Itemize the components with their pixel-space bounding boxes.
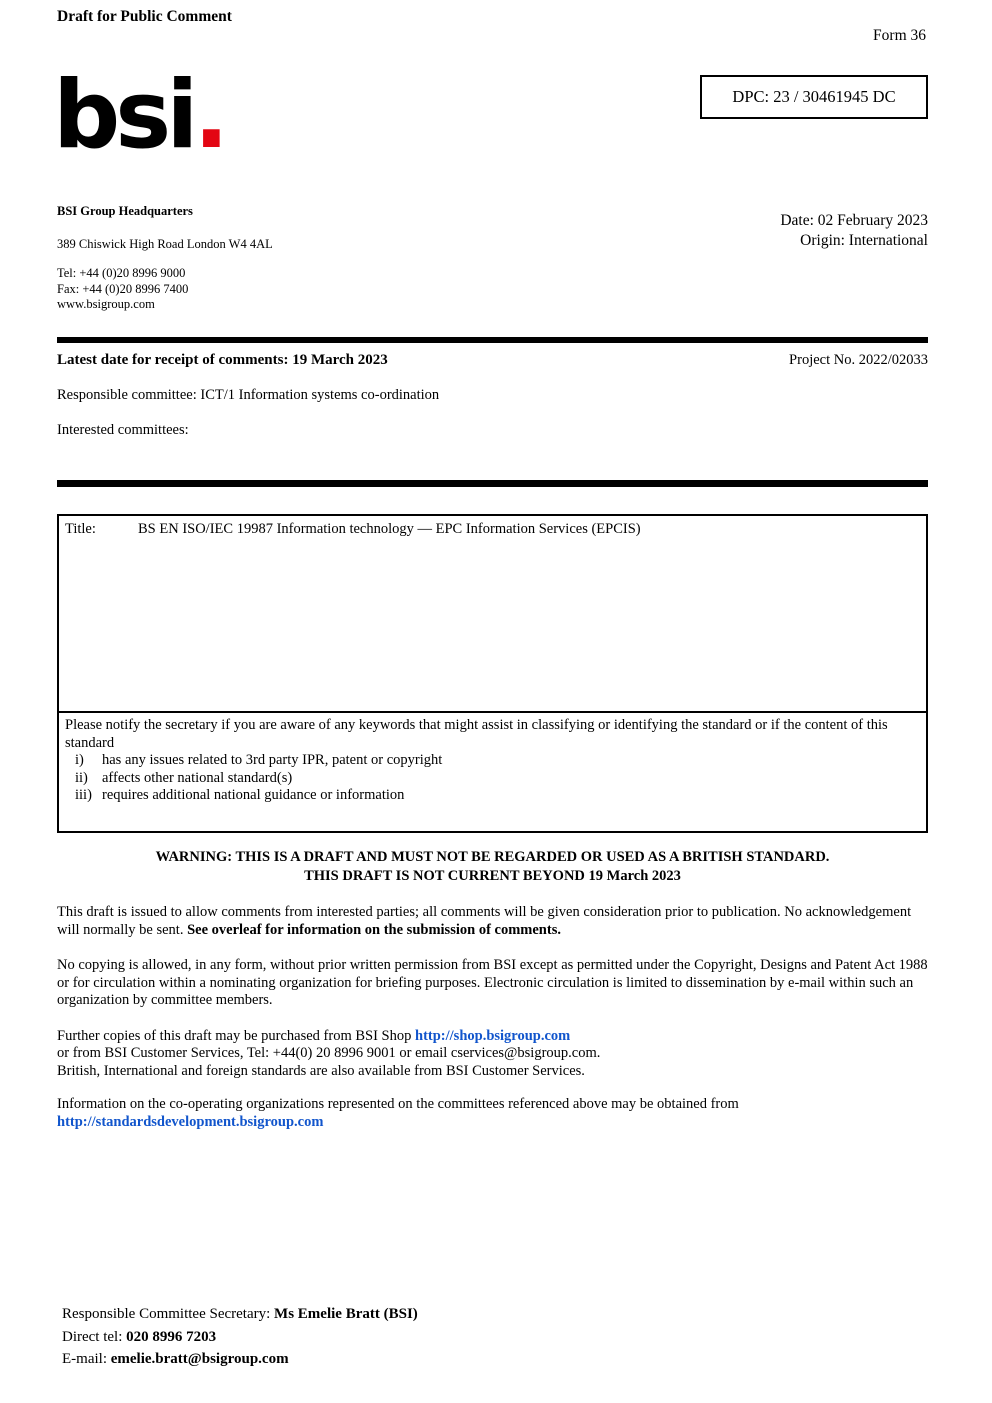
hq-label: BSI Group Headquarters	[57, 204, 193, 218]
purchase-line3: British, International and foreign standards are also available from BSI Customer Services.	[57, 1062, 585, 1079]
comments-deadline-row	[57, 352, 928, 369]
bsi-logo-dot: .	[193, 61, 225, 170]
street-address: 389 Chiswick High Road London W4 4AL	[57, 236, 273, 251]
purchase-line1-text: Further copies of this draft may be purchased from BSI Shop	[57, 1027, 415, 1044]
keywords-item-text: has any issues related to 3rd party IPR, patent or copyright	[102, 752, 443, 768]
keywords-item	[65, 752, 920, 770]
standards-development-link[interactable]: http://standardsdevelopment.bsigroup.com	[57, 1113, 324, 1130]
secretary-label: Responsible Committee Secretary:	[62, 1306, 275, 1322]
email-label: E-mail:	[62, 1351, 111, 1367]
keywords-item-number: ii)	[75, 769, 88, 786]
title-label: Title:	[65, 521, 96, 537]
horizontal-rule-top	[57, 337, 928, 343]
email-value: emelie.bratt@bsigroup.com	[110, 1351, 289, 1367]
latest-date-label: Latest date for receipt of comments: 19 March 2023	[57, 352, 388, 368]
draft-for-public-comment-heading: Draft for Public Comment	[57, 8, 232, 25]
secretary-name: Ms Emelie Bratt (BSI)	[274, 1306, 418, 1322]
keywords-notice-box	[57, 711, 928, 833]
bsi-shop-link[interactable]: http://shop.bsigroup.com	[415, 1027, 571, 1044]
copyright-paragraph: No copying is allowed, in any form, without prior written permission from BSI except as permitted under the Copyright, Designs and Patent Act 1988 or for circulation within a nominating organization for briefing purposes. Electronic circulation is limited to dissemination by e-mail within such an organization by committee members.	[57, 957, 928, 1008]
date-line: Date: 02 February 2023	[780, 212, 928, 229]
form-number: Form 36	[873, 27, 926, 44]
dpc-number-box	[700, 75, 928, 119]
bsi-logo	[53, 60, 224, 173]
date-origin-block	[780, 211, 928, 251]
address-block	[57, 204, 273, 313]
keywords-item	[65, 770, 920, 788]
draft-warning-line1: WARNING: THIS IS A DRAFT AND MUST NOT BE REGARDED OR USED AS A BRITISH STANDARD.	[155, 849, 830, 865]
comments-notice-text: This draft is issued to allow comments from interested parties; all comments will be given consideration prior to publication. No acknowledgement will normally be sent.	[57, 904, 912, 938]
purchase-info-paragraph	[57, 1028, 928, 1081]
direct-tel-label: Direct tel:	[62, 1328, 127, 1345]
keywords-item	[65, 787, 920, 805]
fax-line: Fax: +44 (0)20 8996 7400	[57, 281, 189, 296]
direct-tel-line	[62, 1326, 418, 1349]
website-line: www.bsigroup.com	[57, 297, 155, 311]
standard-title: BS EN ISO/IEC 19987 Information technology — EPC Information Services (EPCIS)	[138, 521, 641, 537]
dpc-number: DPC: 23 / 30461945 DC	[732, 87, 896, 106]
cooperating-orgs-text: Information on the co-operating organizations represented on the committees referenced above may be obtained from	[57, 1096, 739, 1112]
keywords-item-text: affects other national standard(s)	[102, 769, 293, 786]
cooperating-orgs-paragraph	[57, 1096, 928, 1131]
see-overleaf-note: See overleaf for information on the submission of comments.	[187, 921, 561, 938]
origin-line: Origin: International	[800, 232, 928, 249]
keywords-item-number: iii)	[75, 787, 92, 803]
draft-warning-line2: THIS DRAFT IS NOT CURRENT BEYOND 19 March 2023	[304, 868, 681, 884]
secretary-contact-block	[62, 1303, 418, 1371]
direct-tel-value: 020 8996 7203	[126, 1328, 217, 1345]
horizontal-rule-middle	[57, 480, 928, 487]
email-line	[62, 1348, 418, 1371]
keywords-item-text: requires additional national guidance or information	[102, 787, 405, 803]
keywords-item-number: i)	[75, 752, 84, 768]
tel-line: Tel: +44 (0)20 8996 9000	[57, 266, 186, 280]
keywords-intro: Please notify the secretary if you are aware of any keywords that might assist in classifying or identifying the standard or if the content of this standard	[65, 717, 888, 751]
title-box	[57, 514, 928, 713]
comments-notice-paragraph	[57, 904, 928, 939]
purchase-line2: or from BSI Customer Services, Tel: +44(0) 20 8996 9001 or email cservices@bsigroup.com.	[57, 1045, 601, 1061]
bsi-logo-text: bsi	[53, 61, 194, 170]
project-number: Project No. 2022/02033	[789, 352, 928, 368]
main-content	[57, 337, 928, 1131]
secretary-line	[62, 1303, 418, 1326]
purchase-line1	[57, 1028, 928, 1046]
interested-committees-line: Interested committees:	[57, 422, 189, 438]
responsible-committee-line: Responsible committee: ICT/1 Information systems co-ordination	[57, 387, 440, 403]
draft-warning	[57, 848, 928, 886]
